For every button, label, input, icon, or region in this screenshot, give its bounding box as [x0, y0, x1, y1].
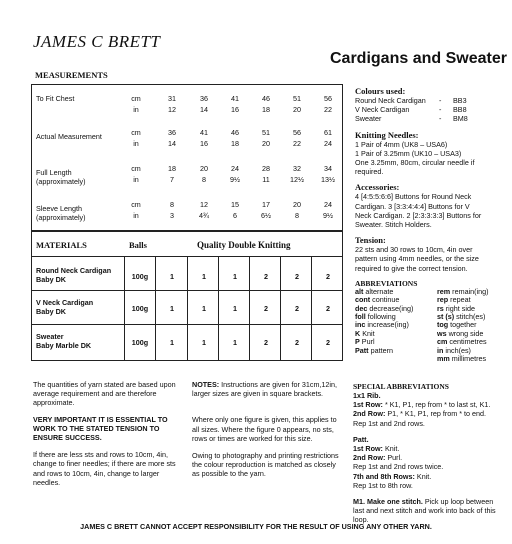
abbreviation-term: Patt: [355, 345, 369, 355]
ball-count: 2: [326, 338, 330, 347]
measurement-value: 46: [231, 128, 239, 137]
measurement-value: 12½: [290, 175, 304, 184]
abbreviation-meaning: decrease(ing): [367, 303, 414, 313]
yarn-note: average requirement and are therefore: [33, 389, 157, 399]
ball-count: 2: [264, 338, 268, 347]
measurement-value: 41: [200, 128, 208, 137]
unit-label: in: [133, 175, 139, 184]
unit-label: cm: [131, 164, 141, 173]
abbreviation-meaning: millimetres: [449, 354, 487, 364]
measurement-value: 36: [168, 128, 176, 137]
measurement-value: 8: [202, 175, 206, 184]
measurement-value: 3: [170, 211, 174, 220]
patt-title: Patt.: [353, 434, 369, 444]
measurement-value: 8: [295, 211, 299, 220]
abbreviation-meaning: increase(ing): [365, 320, 409, 330]
abbreviation-item: [355, 347, 427, 355]
ball-count: 2: [295, 338, 299, 347]
material-name: V Neck Cardigan: [36, 298, 94, 307]
unit-label: cm: [131, 94, 141, 103]
material-yarn: Baby Marble DK: [36, 341, 92, 350]
tension-warning: VERY IMPORTANT IT IS ESSENTIAL TO: [33, 414, 168, 424]
measurement-value: 18: [168, 164, 176, 173]
tension-line: 22 sts and 30 rows to 10cm, 4in over: [355, 245, 473, 255]
measurement-value: 9½: [323, 211, 333, 220]
m1-text: last and next stitch and work into back of this: [353, 506, 496, 516]
measurement-value: 7: [170, 175, 174, 184]
needles-line: 1 Pair of 4mm (UK8 – USA6): [355, 139, 448, 149]
ball-count: 1: [202, 338, 206, 347]
sizes-note: all sizes. Where the figure 0 appears, no sts,: [192, 424, 334, 434]
tension-line: pattern using 4mm needles, or the size: [355, 254, 479, 264]
notes-label: NOTES:: [192, 380, 220, 389]
ball-count: 1: [170, 272, 174, 281]
needles-heading: Knitting Needles:: [355, 129, 419, 140]
measurement-value: 46: [262, 94, 270, 103]
page-title: Cardigans and Sweater: [330, 50, 507, 67]
unit-label: cm: [131, 128, 141, 137]
abbreviation-meaning: centimetres: [447, 337, 487, 347]
ball-count: 2: [264, 272, 268, 281]
needles-line: required.: [355, 167, 384, 177]
abbreviation-meaning: Purl: [359, 337, 375, 347]
abbreviation-item: [437, 355, 489, 363]
material-name: Round Neck Cardigan: [36, 266, 112, 275]
abbreviation-term: st (s): [437, 312, 455, 322]
ball-count: 1: [202, 304, 206, 313]
abbreviations-right: [437, 288, 489, 364]
unit-label: in: [133, 105, 139, 114]
measurement-label: Actual Measurement: [36, 132, 102, 141]
balls-label: Balls: [129, 240, 147, 250]
colour-item: [355, 105, 505, 114]
sizes-note: rows or times are worked for this size.: [192, 433, 313, 443]
right-column: [355, 86, 505, 364]
notes-col-2: [192, 380, 352, 479]
measurement-value: 9½: [230, 175, 240, 184]
ball-count: 2: [326, 304, 330, 313]
measurement-value: 61: [324, 128, 332, 137]
measurement-value: 13½: [321, 175, 335, 184]
patt-repeat-2: Rep 1st to 8th row.: [353, 480, 413, 490]
abbreviation-meaning: continue: [370, 295, 400, 305]
measurement-value: 4¾: [199, 211, 209, 220]
abbreviation-term: tog: [437, 320, 449, 330]
ball-count: 1: [202, 272, 206, 281]
colour-code: BB8: [453, 105, 467, 115]
measurement-label: Sleeve Length (approximately): [36, 204, 86, 222]
accessories-line: 4 [4:5:5:6:6] Buttons for Round Neck: [355, 192, 472, 202]
material-weight: 100g: [131, 338, 149, 347]
m1-text: loop.: [353, 515, 369, 525]
materials-heading: MATERIALS: [36, 240, 87, 250]
unit-label: in: [133, 211, 139, 220]
measurement-value: 11: [262, 175, 270, 184]
accessories-line: Sweater. Stitch Holders.: [355, 220, 432, 230]
special-heading: SPECIAL ABBREVIATIONS: [353, 382, 449, 391]
colours-list: [355, 96, 505, 124]
tension-warning: ENSURE SUCCESS.: [33, 433, 102, 443]
measurement-value: 12: [200, 200, 208, 209]
tension-line: required to give the correct tension.: [355, 263, 468, 273]
measurement-value: 8: [170, 200, 174, 209]
colour-code: BB3: [453, 96, 467, 105]
tension-warning: WORK TO THE STATED TENSION TO: [33, 423, 160, 433]
measurement-value: 14: [200, 105, 208, 114]
abbreviation-term: K: [355, 328, 361, 338]
abbreviation-term: alt: [355, 286, 364, 296]
needle-note: and rows to 10cm, 4in, change to larger: [33, 468, 160, 478]
abbreviation-term: in: [437, 345, 444, 355]
colours-heading: Colours used:: [355, 86, 406, 96]
abbreviation-meaning: pattern: [368, 345, 393, 355]
abbreviation-meaning: right side: [443, 303, 475, 313]
measurement-value: 34: [324, 164, 332, 173]
measurement-value: 56: [293, 128, 301, 137]
measurement-value: 24: [324, 139, 332, 148]
notes-text: Instructions are given for 31cm,12in,: [219, 380, 338, 389]
measurement-value: 6: [233, 211, 237, 220]
rib-repeat: Rep 1st and 2nd rows.: [353, 418, 425, 428]
colour-dash: -: [439, 96, 442, 105]
patt-repeat: Rep 1st and 2nd rows twice.: [353, 462, 444, 472]
patt-row1-text: Knit.: [382, 444, 400, 454]
yarn-note: The quantities of yarn stated are based upon: [33, 380, 176, 389]
colour-name: Sweater: [355, 114, 382, 124]
colour-name: Round Neck Cardigan: [355, 96, 426, 105]
measurement-value: 17: [262, 200, 270, 209]
needle-note: If there are less sts and rows to 10cm, 4in,: [33, 450, 169, 460]
ball-count: 1: [233, 304, 237, 313]
abbreviation-meaning: Knit: [360, 328, 375, 338]
accessories-line: Neck Cardigan. 2 [2:3:3:3:3] Buttons for: [355, 210, 482, 220]
patt-row78-label: 7th and 8th Rows:: [353, 471, 415, 481]
colour-item: [355, 96, 505, 105]
colour-dash: -: [439, 105, 442, 115]
patt-row1-label: 1st Row:: [353, 444, 383, 454]
measurement-value: 41: [231, 94, 239, 103]
measurement-value: 56: [324, 94, 332, 103]
measurement-value: 20: [200, 164, 208, 173]
measurement-value: 22: [324, 105, 332, 114]
patt-row2-text: Purl.: [385, 453, 403, 463]
measurement-value: 22: [293, 139, 301, 148]
abbreviation-term: foll: [355, 312, 366, 322]
measurement-value: 20: [293, 105, 301, 114]
ball-count: 2: [295, 304, 299, 313]
tension-heading: Tension:: [355, 235, 386, 246]
abbreviation-meaning: together: [448, 320, 477, 330]
colour-note: as possible to the yarn.: [192, 469, 266, 479]
abbreviation-term: inc: [355, 320, 366, 330]
abbreviation-meaning: remain(ing): [450, 286, 489, 296]
rib-row2-label: 2nd Row:: [353, 409, 386, 419]
abbreviations-left: [355, 288, 427, 364]
measurements-heading: MEASUREMENTS: [35, 70, 108, 80]
footer-disclaimer: JAMES C BRETT CANNOT ACCEPT RESPONSIBILITY FOR THE RESULT OF USING ANY OTHER YARN.: [80, 522, 432, 531]
needle-note: needles.: [33, 477, 61, 487]
material-weight: 100g: [131, 304, 149, 313]
ball-count: 1: [233, 338, 237, 347]
notes-col-1: [33, 380, 185, 487]
rib-row1-text: * K1, P1, rep from * to last st, K1.: [382, 400, 491, 410]
ball-count: 2: [264, 304, 268, 313]
patt-row2-label: 2nd Row:: [353, 453, 386, 463]
rib-row1-label: 1st Row:: [353, 400, 383, 410]
abbreviation-meaning: following: [365, 312, 396, 322]
colour-name: V Neck Cardigan: [355, 105, 410, 115]
measurement-value: 36: [200, 94, 208, 103]
material-weight: 100g: [131, 272, 149, 281]
needles-line: 1 Pair of 3.25mm (UK10 – USA3): [355, 148, 462, 158]
measurement-value: 28: [262, 164, 270, 173]
yarn-note: approximate.: [33, 398, 75, 408]
needle-note: change to finer needles; if there are more sts: [33, 459, 176, 469]
abbreviation-term: P: [355, 337, 360, 347]
measurement-value: 16: [231, 105, 239, 114]
abbreviation-meaning: wrong side: [446, 328, 484, 338]
abbreviation-term: rem: [437, 286, 451, 296]
measurement-value: 6½: [261, 211, 271, 220]
abbreviation-term: cm: [437, 337, 448, 347]
measurement-value: 12: [168, 105, 176, 114]
abbreviation-meaning: alternate: [363, 286, 394, 296]
abbreviation-term: rep: [437, 295, 449, 305]
special-abbreviations: [353, 382, 509, 525]
abbreviation-term: cont: [355, 295, 371, 305]
quality-label: Quality Double Knitting: [197, 240, 291, 250]
notes-text: larger sizes are given in square brackets.: [192, 389, 324, 399]
colour-note: Owing to photography and printing restrictions: [192, 451, 339, 461]
abbreviation-term: mm: [437, 354, 450, 364]
measurement-value: 32: [293, 164, 301, 173]
brand-logo-text: JAMES C BRETT: [33, 32, 161, 51]
measurement-value: 18: [231, 139, 239, 148]
measurement-value: 51: [262, 128, 270, 137]
ball-count: 1: [170, 338, 174, 347]
unit-label: cm: [131, 200, 141, 209]
rib-row2-text: P1, * K1, P1, rep from * to end.: [385, 409, 487, 419]
accessories-heading: Accessories:: [355, 182, 400, 193]
sizes-note: Where only one figure is given, this applies to: [192, 415, 337, 425]
colour-dash: -: [439, 114, 442, 124]
abbreviation-meaning: stitch(es): [454, 312, 486, 322]
abbreviation-meaning: inch(es): [443, 345, 471, 355]
measurement-value: 24: [324, 200, 332, 209]
ball-count: 2: [295, 272, 299, 281]
measurement-value: 16: [200, 139, 208, 148]
measurement-value: 51: [293, 94, 301, 103]
abbreviations-heading: ABBREVIATIONS: [355, 278, 418, 288]
ball-count: 1: [170, 304, 174, 313]
rib-title: 1x1 Rib.: [353, 391, 381, 400]
colour-code: BM8: [453, 114, 468, 124]
needles-line: One 3.25mm, 80cm, circular needle if: [355, 158, 475, 168]
patt-row78-text: Knit.: [414, 471, 432, 481]
unit-label: in: [133, 139, 139, 148]
ball-count: 1: [233, 272, 237, 281]
m1-text: Pick up loop between: [422, 497, 494, 507]
measurement-value: 15: [231, 200, 239, 209]
measurement-label: Full Length (approximately): [36, 168, 86, 186]
measurement-label: To Fit Chest: [36, 94, 75, 103]
material-yarn: Baby DK: [36, 275, 66, 284]
material-yarn: Baby DK: [36, 307, 66, 316]
abbreviation-term: dec: [355, 303, 368, 313]
measurement-value: 31: [168, 94, 176, 103]
measurement-value: 14: [168, 139, 176, 148]
colour-note: the colour reproduction is matched as closely: [192, 460, 336, 470]
measurement-value: 24: [231, 164, 239, 173]
abbreviation-meaning: repeat: [448, 295, 471, 305]
measurement-value: 18: [262, 105, 270, 114]
abbreviation-term: rs: [437, 303, 444, 313]
material-name: Sweater: [36, 332, 64, 341]
m1-label: M1. Make one stitch.: [353, 497, 423, 507]
colour-item: [355, 114, 505, 123]
measurement-value: 20: [262, 139, 270, 148]
measurement-value: 20: [293, 200, 301, 209]
accessories-line: Cardigan. 3 [3:3:4:4:4] Buttons for V: [355, 201, 470, 211]
ball-count: 2: [326, 272, 330, 281]
abbreviation-term: ws: [437, 328, 447, 338]
